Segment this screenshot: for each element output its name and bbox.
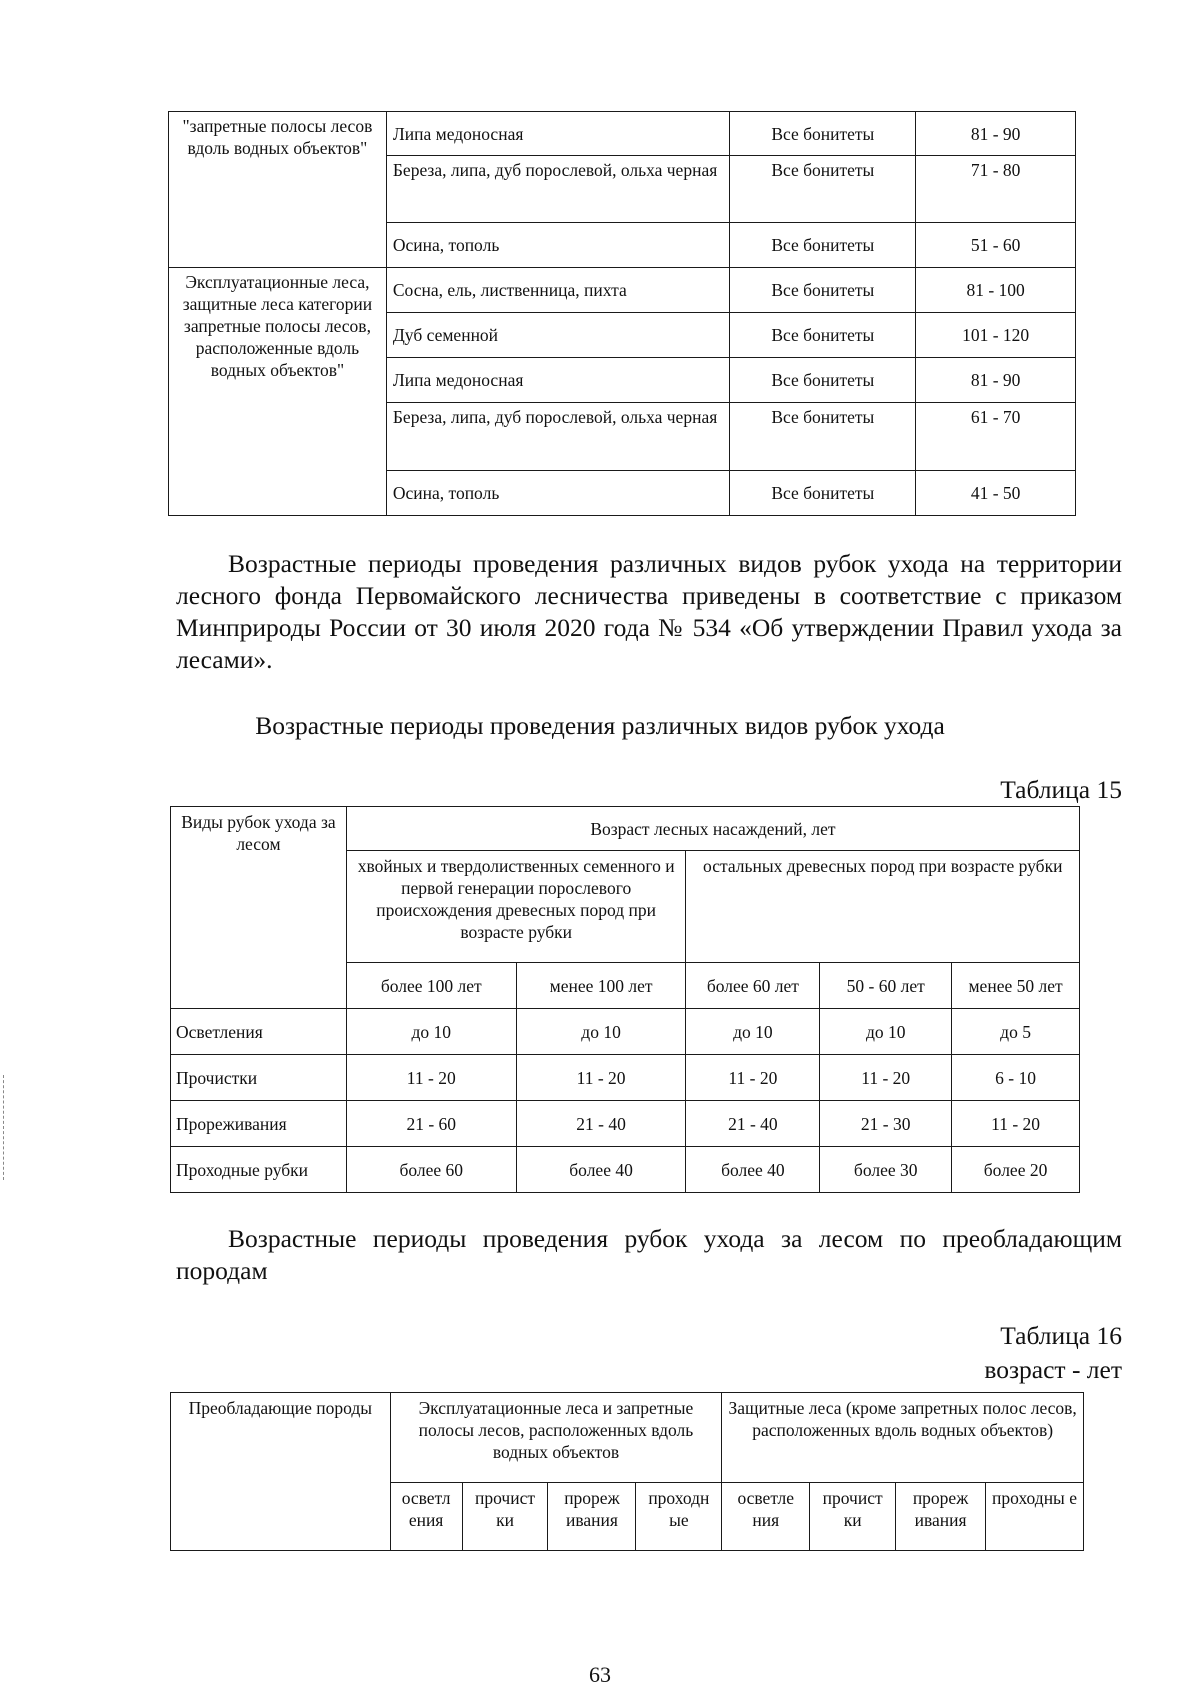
table16-label: Таблица 16 [1000, 1321, 1122, 1350]
table-row [171, 1101, 1080, 1147]
table-cell: 21 - 30 [820, 1101, 952, 1147]
table16-heading-text: Возрастные периоды проведения рубок ухода за лесом по преобладающим породам [176, 1224, 1122, 1285]
header-age: Возраст лесных насаждений, лет [346, 807, 1079, 851]
age-cell: 61 - 70 [916, 403, 1076, 471]
subheader-cell: более 100 лет [346, 963, 516, 1009]
table-cell: до 10 [346, 1009, 516, 1055]
subheader-cell: осветл ения [390, 1483, 462, 1551]
age-cell: 51 - 60 [916, 223, 1076, 268]
table15-label: Таблица 15 [1000, 775, 1122, 804]
subheader-cell: прореж ивания [896, 1483, 986, 1551]
subheader-cell: 50 - 60 лет [820, 963, 952, 1009]
row-label: Проходные рубки [171, 1147, 347, 1193]
bonitet-cell: Все бонитеты [730, 268, 916, 313]
category-cell: Эксплуатационные леса, защитные леса категории запретные полосы лесов, расположенные вдоль водных объектов" [169, 268, 387, 516]
table16-unit-label: возраст - лет [984, 1355, 1122, 1384]
table-cell: 21 - 40 [516, 1101, 686, 1147]
table-row [169, 112, 1076, 156]
table-cell: 21 - 40 [686, 1101, 820, 1147]
table-cell: более 40 [516, 1147, 686, 1193]
subheader-cell: осветле ния [722, 1483, 810, 1551]
header-group-protective: Защитные леса (кроме запретных полос лесов, расположенных вдоль водных объектов) [722, 1393, 1084, 1483]
table-header-row [171, 1393, 1084, 1483]
subheader-cell: более 60 лет [686, 963, 820, 1009]
bonitet-cell: Все бонитеты [730, 313, 916, 358]
age-cell: 71 - 80 [916, 156, 1076, 223]
table-cell: 11 - 20 [952, 1101, 1080, 1147]
intro-paragraph-text: Возрастные периоды проведения различных видов рубок ухода на территории лесного фонда Первомайского лесничества приведены в соответствие с приказом Минприроды России от 30 июля 2020 года № 534 «Об утверждении Правил ухода за лесами». [176, 549, 1122, 674]
table-cell: 11 - 20 [516, 1055, 686, 1101]
row-label: Прочистки [171, 1055, 347, 1101]
table-row [171, 1009, 1080, 1055]
bonitet-cell: Все бонитеты [730, 223, 916, 268]
table-header-row [171, 807, 1080, 851]
bonitet-cell: Все бонитеты [730, 471, 916, 516]
table-cell: до 10 [516, 1009, 686, 1055]
subheader-cell: прочист ки [462, 1483, 548, 1551]
subheader-cell: менее 100 лет [516, 963, 686, 1009]
age-cell: 81 - 90 [916, 358, 1076, 403]
species-cell: Береза, липа, дуб порослевой, ольха черная [386, 156, 730, 223]
bonitet-cell: Все бонитеты [730, 112, 916, 156]
header-group-conifer: хвойных и твердолиственных семенного и первой генерации порослевого происхождения древесных пород при возрасте рубки [346, 851, 686, 963]
species-cell: Осина, тополь [386, 223, 730, 268]
forest-age-table-continuation [168, 111, 1076, 516]
header-group-other: остальных древесных пород при возрасте рубки [686, 851, 1080, 963]
table-cell: 21 - 60 [346, 1101, 516, 1147]
table15-heading: Возрастные периоды проведения различных видов рубок ухода [255, 711, 945, 740]
species-cell: Осина, тополь [386, 471, 730, 516]
table-16 [170, 1392, 1084, 1551]
bonitet-cell: Все бонитеты [730, 156, 916, 223]
subheader-cell: менее 50 лет [952, 963, 1080, 1009]
table-cell: более 20 [952, 1147, 1080, 1193]
bonitet-cell: Все бонитеты [730, 358, 916, 403]
table-cell: до 10 [686, 1009, 820, 1055]
intro-paragraph [176, 548, 1122, 676]
subheader-cell: проходны е [986, 1483, 1084, 1551]
table-cell: до 10 [820, 1009, 952, 1055]
table-cell: более 60 [346, 1147, 516, 1193]
table-cell: 11 - 20 [346, 1055, 516, 1101]
species-cell: Липа медоносная [386, 112, 730, 156]
table-cell: более 30 [820, 1147, 952, 1193]
row-label: Прореживания [171, 1101, 347, 1147]
age-cell: 81 - 100 [916, 268, 1076, 313]
scan-margin-mark [3, 1075, 5, 1180]
table-cell: 11 - 20 [820, 1055, 952, 1101]
subheader-cell: прореж ивания [548, 1483, 636, 1551]
species-cell: Береза, липа, дуб порослевой, ольха черная [386, 403, 730, 471]
table-row [169, 268, 1076, 313]
header-cut-type: Виды рубок ухода за лесом [171, 807, 347, 1009]
table-row [171, 1055, 1080, 1101]
table-cell: до 5 [952, 1009, 1080, 1055]
header-group-exploitation: Эксплуатационные леса и запретные полосы лесов, расположенных вдоль водных объектов [390, 1393, 722, 1483]
table-cell: 6 - 10 [952, 1055, 1080, 1101]
bonitet-cell: Все бонитеты [730, 403, 916, 471]
subheader-cell: проходн ые [636, 1483, 722, 1551]
subheader-cell: прочист ки [810, 1483, 896, 1551]
table-row [171, 1147, 1080, 1193]
table-15 [170, 806, 1080, 1193]
table-cell: 11 - 20 [686, 1055, 820, 1101]
age-cell: 81 - 90 [916, 112, 1076, 156]
table16-heading-paragraph [176, 1223, 1122, 1287]
species-cell: Дуб семенной [386, 313, 730, 358]
page-number: 63 [589, 1662, 611, 1687]
header-species: Преобладающие породы [171, 1393, 391, 1551]
table-cell: более 40 [686, 1147, 820, 1193]
category-cell: "запретные полосы лесов вдоль водных объектов" [169, 112, 387, 268]
species-cell: Липа медоносная [386, 358, 730, 403]
age-cell: 41 - 50 [916, 471, 1076, 516]
row-label: Осветления [171, 1009, 347, 1055]
age-cell: 101 - 120 [916, 313, 1076, 358]
species-cell: Сосна, ель, лиственница, пихта [386, 268, 730, 313]
